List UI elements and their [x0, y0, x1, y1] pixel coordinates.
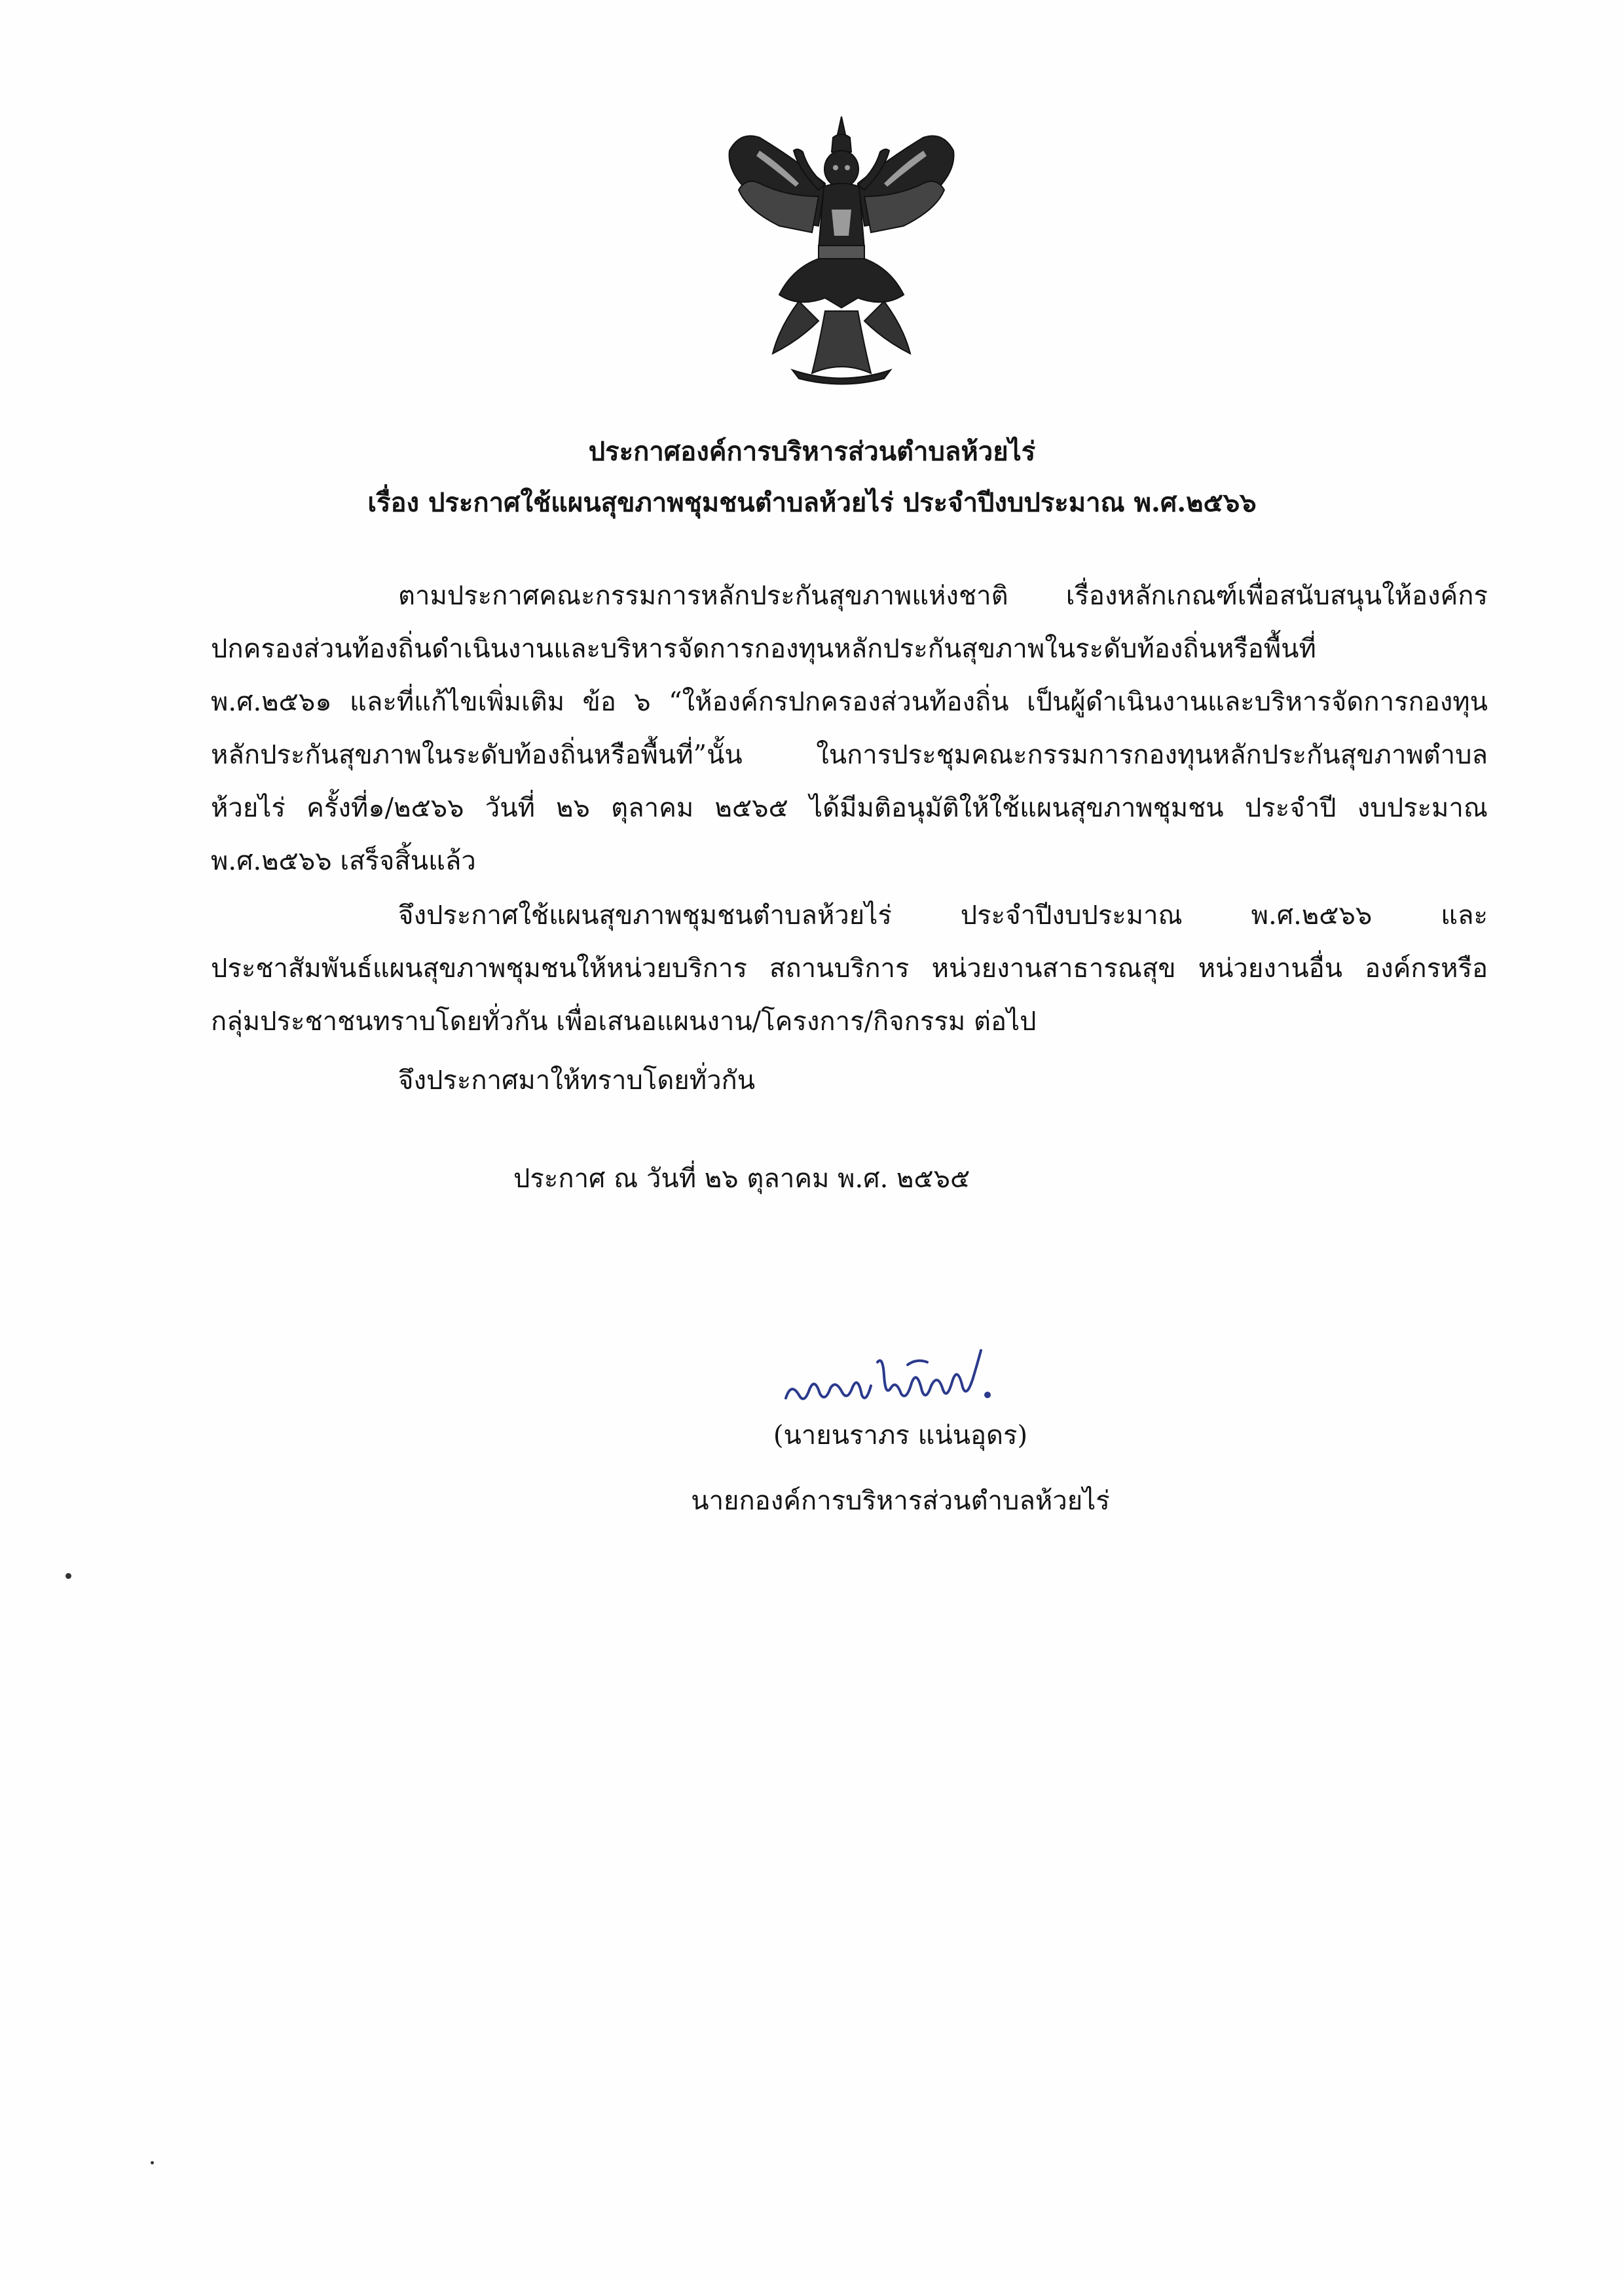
paragraph-line: ประชาสัมพันธ์แผนสุขภาพชุมชนให้หน่วยบริการ สถานบริการ หน่วยงานสาธารณสุข หน่วยงานอื่น องค์กรหรือ [211, 954, 1488, 984]
paragraph-line: กลุ่มประชาชนทราบโดยทั่วกัน เพื่อเสนอแผนงาน/โครงการ/กิจกรรม ต่อไป [211, 1007, 1037, 1037]
announcement-subject: เรื่อง ประกาศใช้แผนสุขภาพชุมชนตำบลห้วยไร่ ประจำปีงบประมาณ พ.ศ.๒๕๖๖ [367, 487, 1257, 518]
paragraph-line: ตามประกาศคณะกรรมการหลักประกันสุขภาพแห่งชาติ เรื่องหลักเกณฑ์เพื่อสนับสนุนให้องค์กร [398, 581, 1488, 611]
signatory-position: นายกองค์การบริหารส่วนตำบลห้วยไร่ [691, 1486, 1110, 1516]
body-paragraph-1 [211, 570, 1488, 888]
paragraph-line: จึงประกาศมาให้ทราบโดยทั่วกัน [398, 1065, 756, 1096]
scan-speck [151, 2161, 154, 2164]
paragraph-line: หลักประกันสุขภาพในระดับท้องถิ่นหรือพื้นที่”นั้น ในการประชุมคณะกรรมการกองทุนหลักประกันสุขภาพตำบล [211, 740, 1488, 770]
paragraph-line: พ.ศ.๒๕๖๖ เสร็จสิ้นแล้ว [211, 846, 476, 876]
body-paragraph-2 [211, 889, 1488, 1048]
scan-speck [65, 1573, 71, 1579]
garuda-emblem-icon [720, 111, 963, 386]
body-paragraph-3 [211, 1054, 1488, 1107]
signatory-name: (นายนราภร แน่นอุดร) [773, 1420, 1028, 1451]
announcement-date: ประกาศ ณ วันที่ ๒๖ ตุลาคม พ.ศ. ๒๕๖๕ [513, 1164, 970, 1194]
paragraph-line: จึงประกาศใช้แผนสุขภาพชุมชนตำบลห้วยไร่ ประจำปีงบประมาณ พ.ศ.๒๕๖๖ และ [398, 900, 1488, 931]
paragraph-line: ปกครองส่วนท้องถิ่นดำเนินงานและบริหารจัดการกองทุนหลักประกันสุขภาพในระดับท้องถิ่นหรือพื้นที่ [211, 634, 1316, 664]
paragraph-line: ห้วยไร่ ครั้งที่๑/๒๕๖๖ วันที่ ๒๖ ตุลาคม ๒๕๖๕ ได้มีมติอนุมัติให้ใช้แผนสุขภาพชุมชน ประจำปี งบประมาณ [211, 793, 1488, 823]
paragraph-line: พ.ศ.๒๕๖๑ และที่แก้ไขเพิ่มเติม ข้อ ๖ “ให้องค์กรปกครองส่วนท้องถิ่น เป็นผู้ดำเนินงานและบริหารจัดการกองทุน [211, 687, 1488, 717]
handwritten-signature [779, 1336, 995, 1415]
announcement-title: ประกาศองค์การบริหารส่วนตำบลห้วยไร่ [588, 436, 1036, 467]
